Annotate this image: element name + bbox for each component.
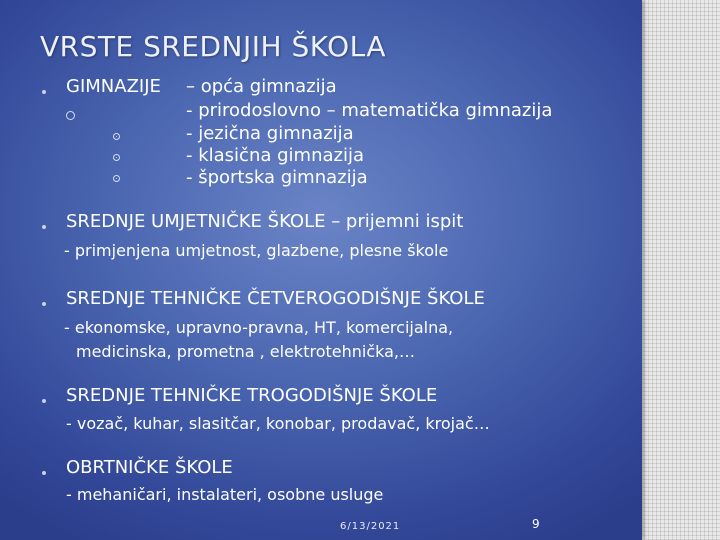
section-heading-gimnazije: GIMNAZIJE (66, 76, 161, 97)
gimnazija-item: - prirodoslovno – matematička gimnazija (186, 100, 553, 121)
section-detail: - ekonomske, upravno-pravna, HT, komercijalna, (64, 318, 454, 337)
slide-title: VRSTE SREDNJIH ŠKOLA (40, 30, 387, 63)
section-heading-cetverogodisnje: SREDNJE TEHNIČKE ČETVEROGODIŠNJE ŠKOLE (66, 288, 485, 309)
bullet-icon (42, 90, 46, 94)
gimnazija-item: - klasična gimnazija (186, 145, 364, 166)
section-detail: - mehaničari, instalateri, osobne usluge (66, 485, 384, 504)
bullet-icon (42, 302, 46, 306)
section-detail: - vozač, kuhar, slasitčar, konobar, prodavač, krojač… (66, 414, 490, 433)
section-detail: medicinska, prometna , elektrotehnička,… (76, 342, 415, 361)
gimnazija-item: - jezična gimnazija (186, 123, 354, 144)
ring-bullet-icon (113, 154, 120, 161)
section-detail: - primjenjena umjetnost, glazbene, plesne škole (64, 241, 449, 260)
bullet-icon (42, 225, 46, 229)
bullet-icon (42, 471, 46, 475)
ring-bullet-icon (113, 133, 120, 140)
section-heading-obrtnicke: OBRTNIČKE ŠKOLE (66, 457, 233, 478)
bullet-icon (42, 399, 46, 403)
section-heading-umjetnicke: SREDNJE UMJETNIČKE ŠKOLE – prijemni ispit (66, 211, 464, 232)
gimnazija-item: - športska gimnazija (186, 167, 368, 188)
ring-bullet-icon (66, 111, 75, 120)
slide-date: 6/13/2021 (340, 521, 401, 532)
slide-page-number: 9 (532, 517, 540, 531)
gimnazija-item: – opća gimnazija (186, 76, 337, 97)
section-heading-trogodisnje: SREDNJE TEHNIČKE TROGODIŠNJE ŠKOLE (66, 385, 438, 406)
ring-bullet-icon (113, 175, 120, 182)
